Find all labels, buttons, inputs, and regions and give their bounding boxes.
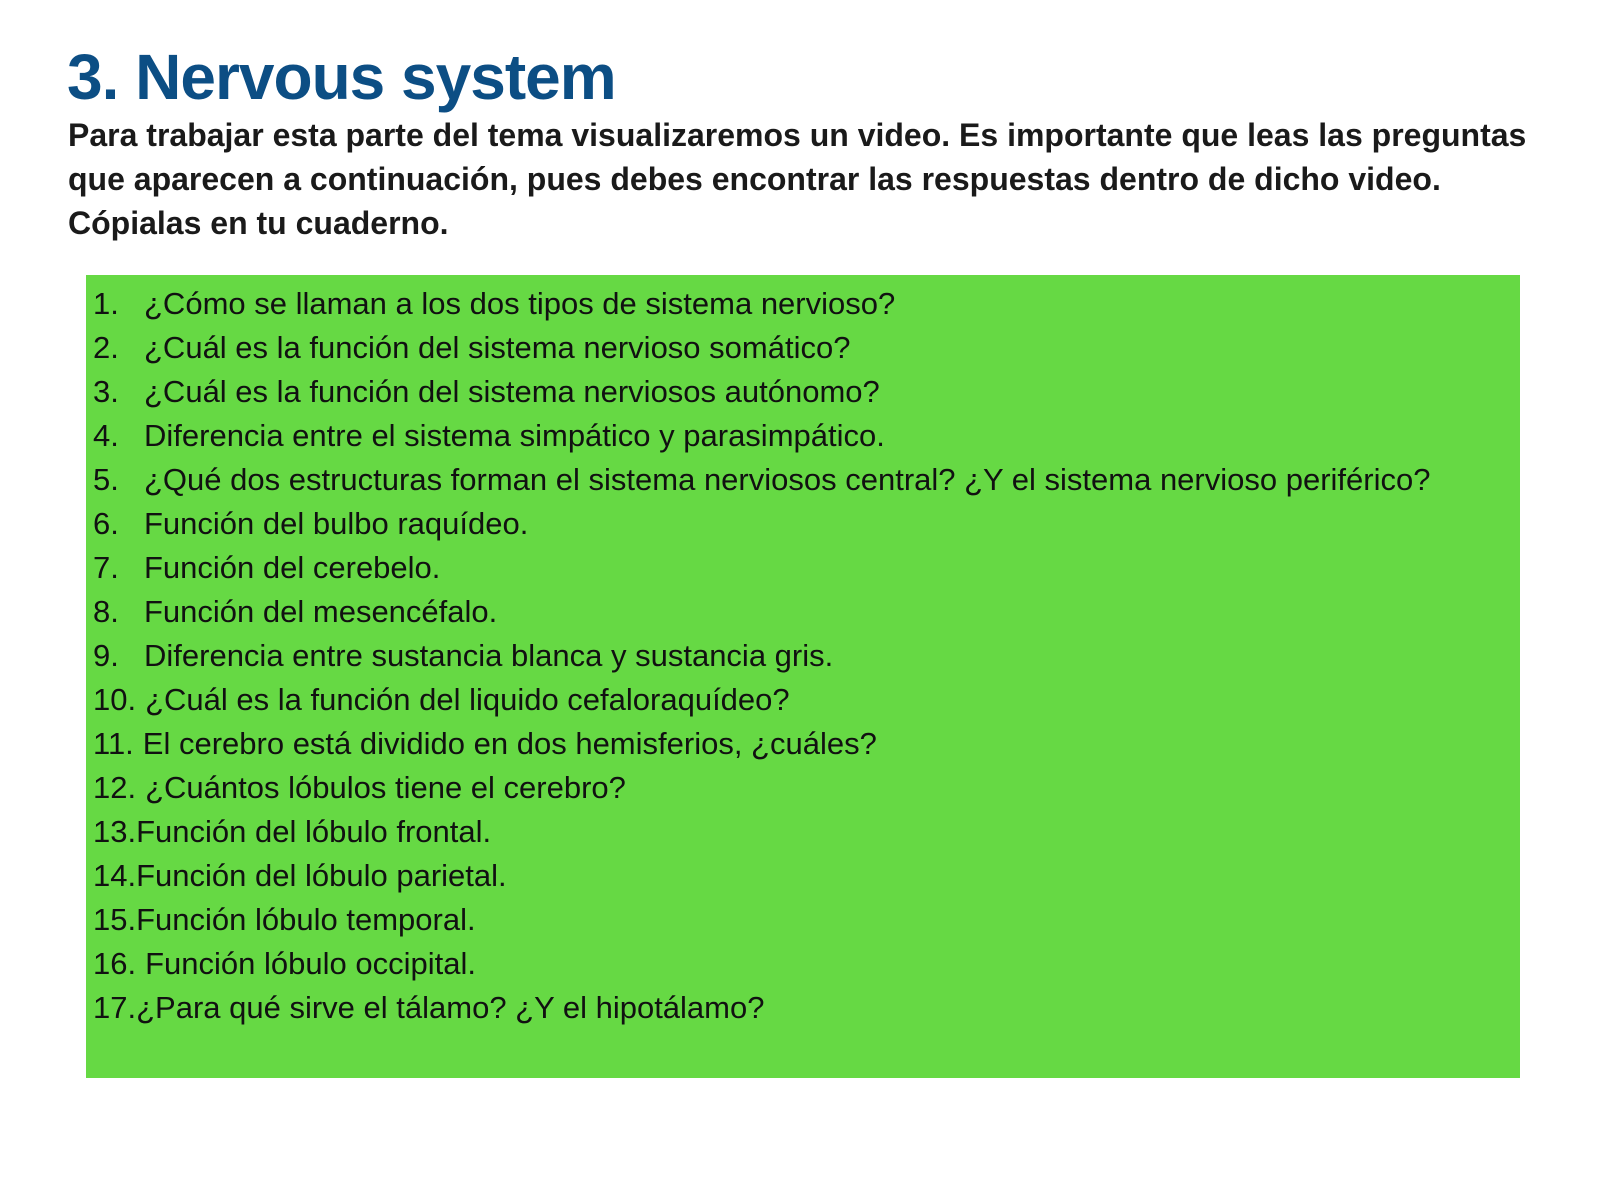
question-number: 16. [93,946,137,981]
question-text: ¿Cómo se llaman a los dos tipos de sistema nervioso? [144,286,896,321]
question-item-13 [93,810,1520,854]
question-list [86,275,1520,1078]
question-text: Diferencia entre sustancia blanca y sustancia gris. [144,638,834,673]
question-item-9 [93,634,1520,678]
question-item-8 [93,590,1520,634]
question-number: 15. [93,902,137,937]
question-item-2 [93,326,1520,370]
question-text: Función del lóbulo parietal. [136,858,507,893]
question-item-6 [93,502,1520,546]
question-item-17 [93,986,1520,1030]
question-item-5 [93,458,1520,502]
question-number: 8. [93,594,119,629]
question-item-7 [93,546,1520,590]
question-text: ¿Qué dos estructuras forman el sistema nerviosos central? ¿Y el sistema nervioso periférico? [144,462,1431,497]
question-item-3 [93,370,1520,414]
question-item-4 [93,414,1520,458]
question-number: 6. [93,506,119,541]
question-number: 9. [93,638,119,673]
page-title: 3. Nervous system [67,41,616,113]
question-text: ¿Cuál es la función del sistema nerviosos autónomo? [144,374,880,409]
question-text: ¿Cuántos lóbulos tiene el cerebro? [145,770,626,805]
question-number: 1. [93,286,119,321]
question-text: El cerebro está dividido en dos hemisferios, ¿cuáles? [142,726,877,761]
question-item-11 [93,722,1520,766]
question-item-16 [93,942,1520,986]
question-number: 12. [93,770,137,805]
question-text: Función lóbulo temporal. [136,902,476,937]
question-number: 3. [93,374,119,409]
question-item-14 [93,854,1520,898]
question-text: ¿Para qué sirve el tálamo? ¿Y el hipotálamo? [136,990,765,1025]
question-text: Diferencia entre el sistema simpático y parasimpático. [144,418,885,453]
intro-paragraph: Para trabajar esta parte del tema visualizaremos un video. Es importante que leas las preguntas que aparecen a continuación, pues debes encontrar las respuestas dentro de dicho video. Cópialas en tu cuaderno. [68,117,1527,241]
question-number: 5. [93,462,119,497]
question-number: 4. [93,418,119,453]
question-text: Función del lóbulo frontal. [136,814,492,849]
question-item-1 [93,282,1520,326]
question-text: Función del cerebelo. [144,550,441,585]
question-text: ¿Cuál es la función del sistema nervioso somático? [144,330,851,365]
question-item-10 [93,678,1520,722]
question-number: 7. [93,550,119,585]
question-text: Función del mesencéfalo. [144,594,498,629]
question-item-12 [93,766,1520,810]
question-text: Función del bulbo raquídeo. [144,506,529,541]
question-text: Función lóbulo occipital. [145,946,476,981]
question-number: 10. [93,682,137,717]
question-number: 14. [93,858,137,893]
question-number: 13. [93,814,137,849]
question-item-15 [93,898,1520,942]
question-number: 2. [93,330,119,365]
question-number: 11. [93,726,134,761]
question-text: ¿Cuál es la función del liquido cefaloraquídeo? [145,682,790,717]
question-number: 17. [93,990,137,1025]
